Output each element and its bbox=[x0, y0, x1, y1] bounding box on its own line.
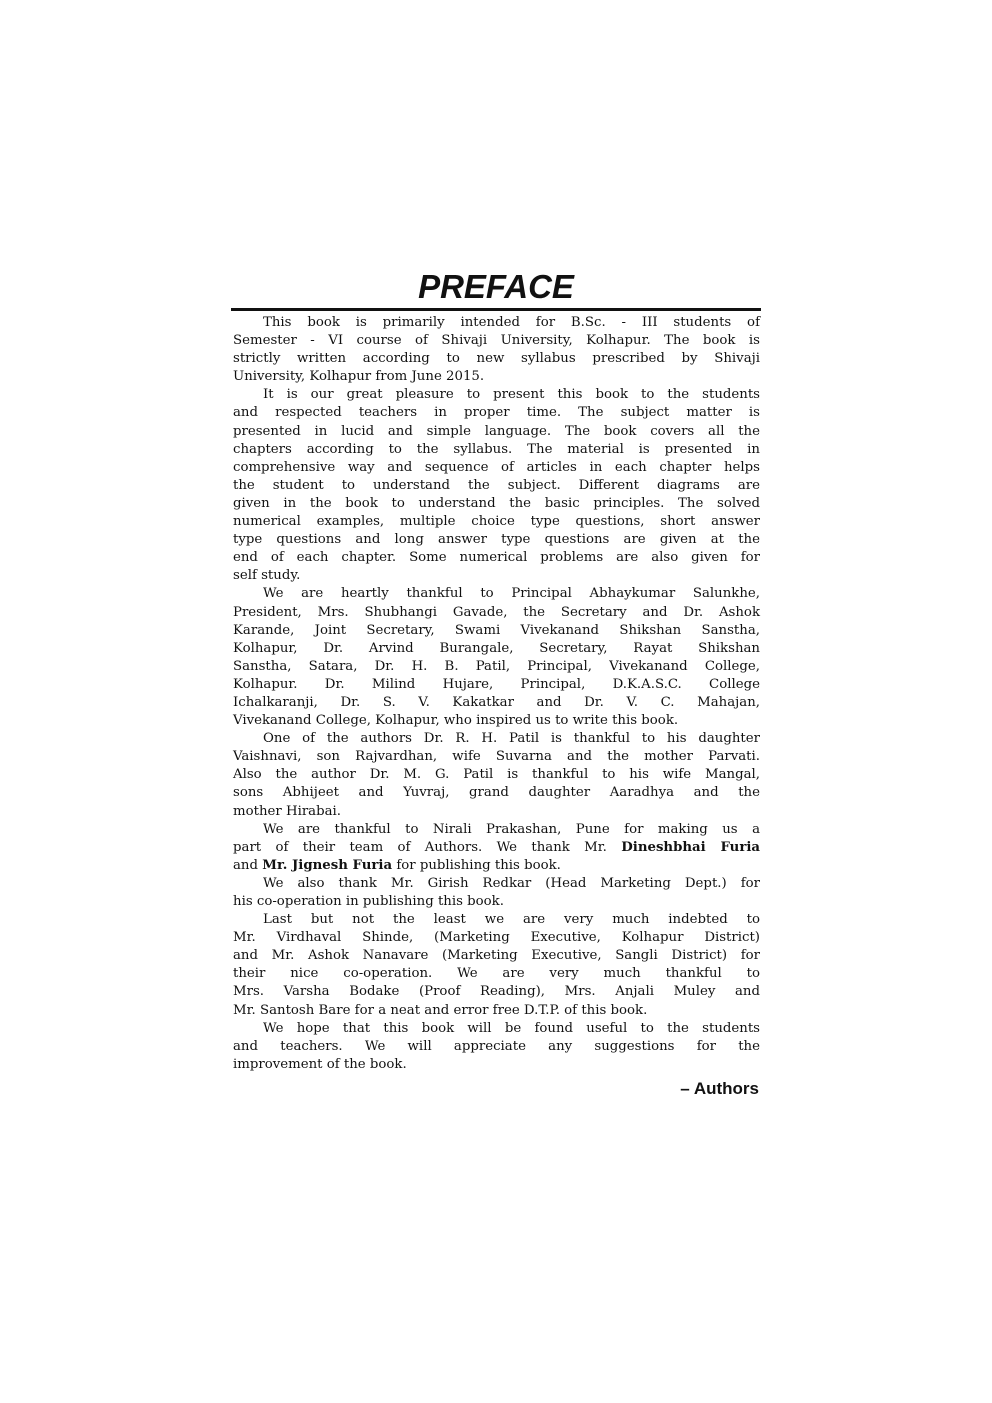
text-line: Mr. Santosh Bare for a neat and error free D.T.P. of this book. bbox=[233, 1002, 648, 1018]
paragraph bbox=[233, 585, 760, 730]
text-line: his co-operation in publishing this book. bbox=[233, 894, 504, 909]
text-line: sons Abhijeet and Yuvraj, grand daughter Aaradhya and the bbox=[233, 785, 760, 801]
text-line: numerical examples, multiple choice type questions, short answer bbox=[233, 514, 760, 530]
text-line: President, Mrs. Shubhangi Gavade, the Secretary and Dr. Ashok bbox=[233, 604, 760, 620]
text-line: given in the book to understand the basic principles. The solved bbox=[233, 495, 760, 511]
bold-name: Dineshbhai Furia bbox=[621, 839, 761, 855]
text-line: improvement of the book. bbox=[233, 1056, 407, 1072]
bold-name: Mr. Jignesh Furia bbox=[262, 857, 393, 873]
paragraph bbox=[233, 730, 760, 820]
text-line: mother Hirabai. bbox=[233, 803, 342, 819]
text-line: end of each chapter. Some numerical problems are also given for bbox=[233, 550, 760, 566]
text-segment: for publishing this book. bbox=[392, 857, 561, 873]
text-line: chapters according to the syllabus. The material is presented in bbox=[233, 441, 760, 457]
text-line: and respected teachers in proper time. The subject matter is bbox=[233, 405, 760, 421]
text-line: It is our great pleasure to present this book to the students bbox=[263, 387, 760, 403]
text-line: One of the authors Dr. R. H. Patil is thankful to his daughter bbox=[263, 731, 760, 747]
paragraph bbox=[233, 386, 760, 585]
text-line: Semester - VI course of Shivaji University, Kolhapur. The book is bbox=[233, 333, 760, 349]
text-line: Mrs. Varsha Bodake (Proof Reading), Mrs. Anjali Muley and bbox=[233, 984, 760, 1000]
signature: – Authors bbox=[680, 1079, 759, 1098]
text-line: their nice co-operation. We are very much thankful to bbox=[233, 966, 760, 982]
text-line: Mr. Virdhaval Shinde, (Marketing Executive, Kolhapur District) bbox=[233, 930, 760, 946]
text-line: strictly written according to new syllabus prescribed by Shivaji bbox=[233, 351, 760, 367]
paragraph bbox=[233, 1020, 760, 1074]
text-line: Last but not the least we are very much indebted to bbox=[263, 912, 760, 928]
text-line: and Mr. Ashok Nanavare (Marketing Executive, Sangli District) for bbox=[233, 948, 760, 964]
text-line: Sanstha, Satara, Dr. H. B. Patil, Principal, Vivekanand College, bbox=[233, 658, 760, 674]
text-line: Vaishnavi, son Rajvardhan, wife Suvarna and the mother Parvati. bbox=[233, 749, 760, 765]
text-line: presented in lucid and simple language. The book covers all the bbox=[233, 423, 760, 439]
text-line: Ichalkaranji, Dr. S. V. Kakatkar and Dr. V. C. Mahajan, bbox=[233, 694, 760, 710]
paragraph bbox=[233, 875, 760, 911]
text-line: self study. bbox=[233, 568, 301, 584]
text-line: Karande, Joint Secretary, Swami Vivekanand Shikshan Sanstha, bbox=[233, 622, 760, 638]
text-line: and teachers. We will appreciate any suggestions for the bbox=[233, 1038, 760, 1054]
text-line: the student to understand the subject. Different diagrams are bbox=[233, 477, 760, 493]
text-line: Kolhapur, Dr. Arvind Burangale, Secretary, Rayat Shikshan bbox=[233, 640, 760, 656]
paragraph bbox=[233, 821, 760, 875]
preface-body bbox=[233, 314, 760, 1074]
paragraph bbox=[233, 911, 760, 1020]
text-line bbox=[233, 857, 760, 875]
text-line: We also thank Mr. Girish Redkar (Head Marketing Dept.) for bbox=[263, 875, 760, 891]
text-line: Also the author Dr. M. G. Patil is thankful to his wife Mangal, bbox=[233, 767, 760, 783]
page-title: PREFACE bbox=[418, 268, 574, 305]
text-line bbox=[233, 839, 760, 857]
text-line: We hope that this book will be found useful to the students bbox=[263, 1020, 760, 1036]
text-segment: and bbox=[233, 857, 263, 873]
text-line: We are heartly thankful to Principal Abhaykumar Salunkhe, bbox=[263, 586, 760, 602]
text-segment: part of their team of Authors. We thank Mr. bbox=[233, 839, 622, 855]
paragraph bbox=[233, 314, 760, 386]
text-line: We are thankful to Nirali Prakashan, Pune for making us a bbox=[263, 821, 760, 837]
text-line: This book is primarily intended for B.Sc. - III students of bbox=[263, 315, 760, 330]
text-line: University, Kolhapur from June 2015. bbox=[233, 369, 485, 385]
text-line: comprehensive way and sequence of articles in each chapter helps bbox=[233, 459, 760, 475]
title-divider bbox=[231, 308, 761, 311]
text-line: Kolhapur. Dr. Milind Hujare, Principal, D.K.A.S.C. College bbox=[233, 676, 760, 692]
text-line: Vivekanand College, Kolhapur, who inspired us to write this book. bbox=[233, 713, 679, 729]
text-line: type questions and long answer type questions are given at the bbox=[233, 532, 760, 548]
